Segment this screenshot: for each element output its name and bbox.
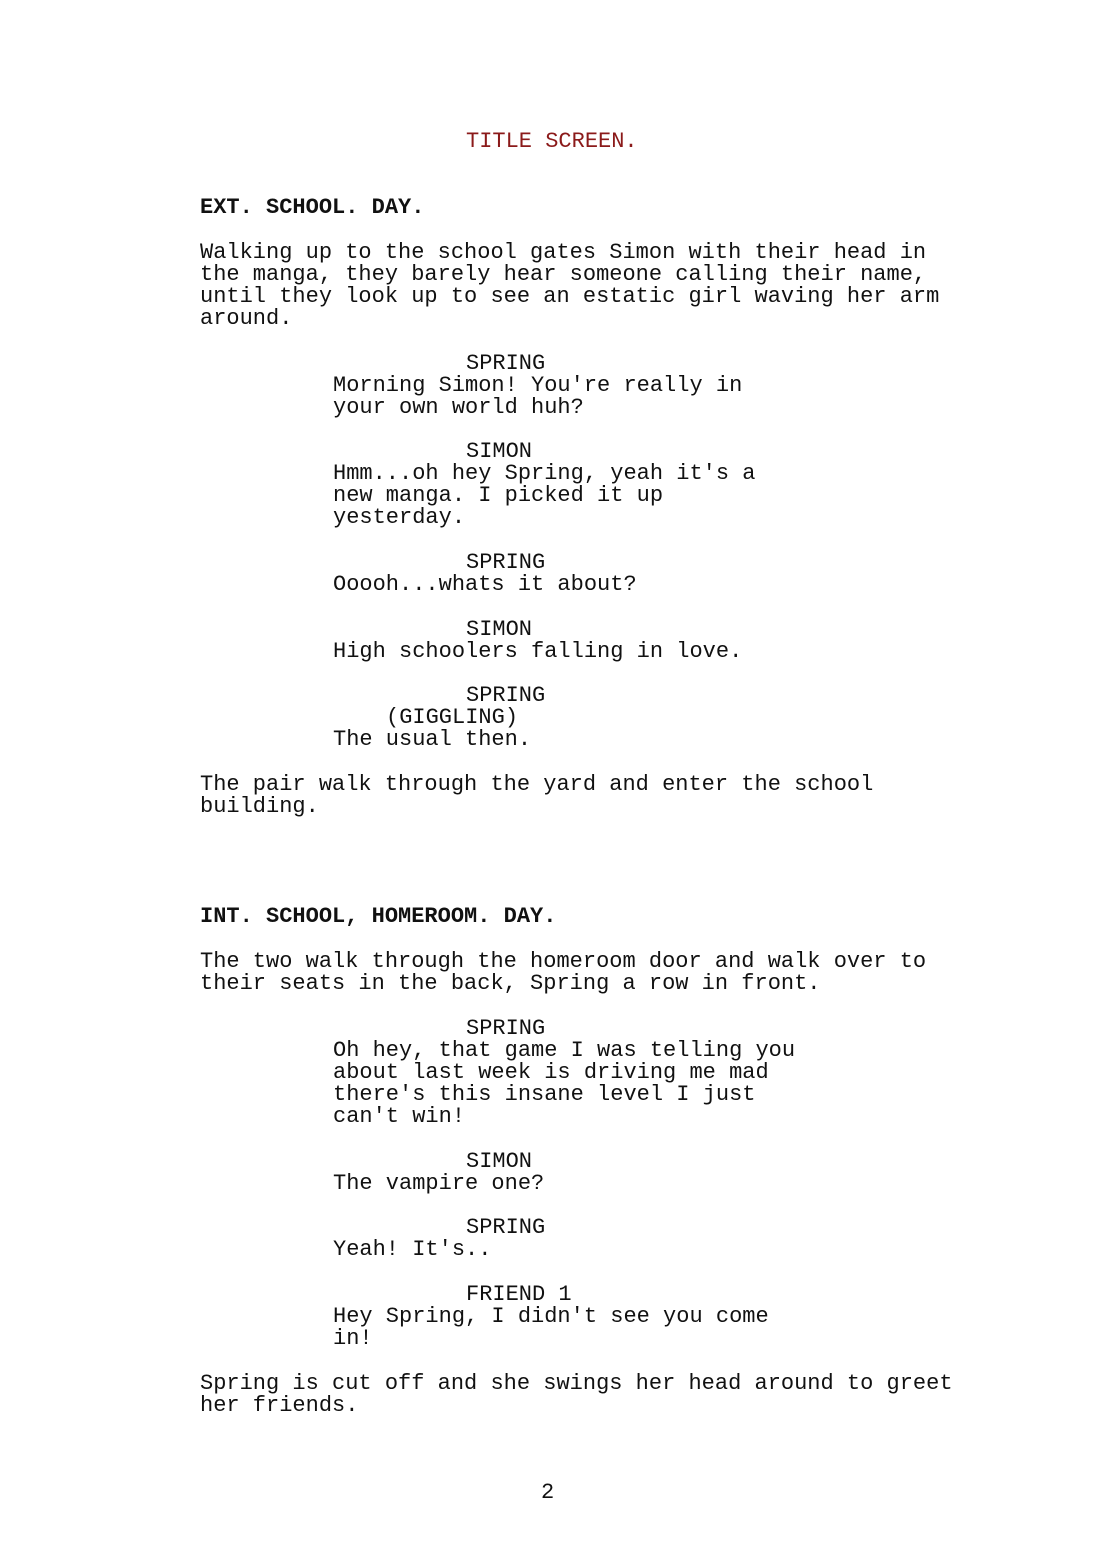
character-name: SIMON xyxy=(466,617,533,642)
dialogue-line: in! xyxy=(333,1326,373,1351)
action-line: until they look up to see an estatic girl waving her arm xyxy=(200,284,940,309)
dialogue-line: Oh hey, that game I was telling you xyxy=(333,1038,796,1063)
character-name: SPRING xyxy=(466,550,546,575)
character-name: SIMON xyxy=(466,1149,533,1174)
character-name: SPRING xyxy=(466,1016,546,1041)
dialogue-line: Ooooh...whats it about? xyxy=(333,572,637,597)
character-name: SIMON xyxy=(466,439,533,464)
dialogue-line: your own world huh? xyxy=(333,395,584,420)
action-line: building. xyxy=(200,794,319,819)
action-line: The two walk through the homeroom door and walk over to xyxy=(200,949,927,974)
dialogue-line: can't win! xyxy=(333,1104,466,1129)
dialogue-line: new manga. I picked it up xyxy=(333,483,664,508)
dialogue-line: Yeah! It's.. xyxy=(333,1237,492,1262)
dialogue-line: there's this insane level I just xyxy=(333,1082,756,1107)
action-line: The pair walk through the yard and enter the school xyxy=(200,772,874,797)
action-line: around. xyxy=(200,306,293,331)
scene-heading: INT. SCHOOL, HOMEROOM. DAY. xyxy=(200,904,557,929)
action-line: her friends. xyxy=(200,1393,359,1418)
dialogue-line: Morning Simon! You're really in xyxy=(333,373,743,398)
dialogue-line: about last week is driving me mad xyxy=(333,1060,769,1085)
action-line: the manga, they barely hear someone calling their name, xyxy=(200,262,927,287)
action-line: Spring is cut off and she swings her head around to greet xyxy=(200,1371,953,1396)
dialogue-line: yesterday. xyxy=(333,505,466,530)
page-number: 2 xyxy=(541,1480,555,1505)
character-name: FRIEND 1 xyxy=(466,1282,572,1307)
scene-heading: EXT. SCHOOL. DAY. xyxy=(200,195,425,220)
dialogue-line: Hmm...oh hey Spring, yeah it's a xyxy=(333,461,756,486)
character-name: SPRING xyxy=(466,683,546,708)
title-screen: TITLE SCREEN. xyxy=(466,129,638,154)
dialogue-line: High schoolers falling in love. xyxy=(333,639,743,664)
dialogue-line: The vampire one? xyxy=(333,1171,545,1196)
parenthetical: (GIGGLING) xyxy=(386,705,519,730)
dialogue-line: The usual then. xyxy=(333,727,532,752)
character-name: SPRING xyxy=(466,351,546,376)
dialogue-line: Hey Spring, I didn't see you come xyxy=(333,1304,769,1329)
character-name: SPRING xyxy=(466,1215,546,1240)
action-line: their seats in the back, Spring a row in front. xyxy=(200,971,821,996)
action-line: Walking up to the school gates Simon with their head in xyxy=(200,240,927,265)
